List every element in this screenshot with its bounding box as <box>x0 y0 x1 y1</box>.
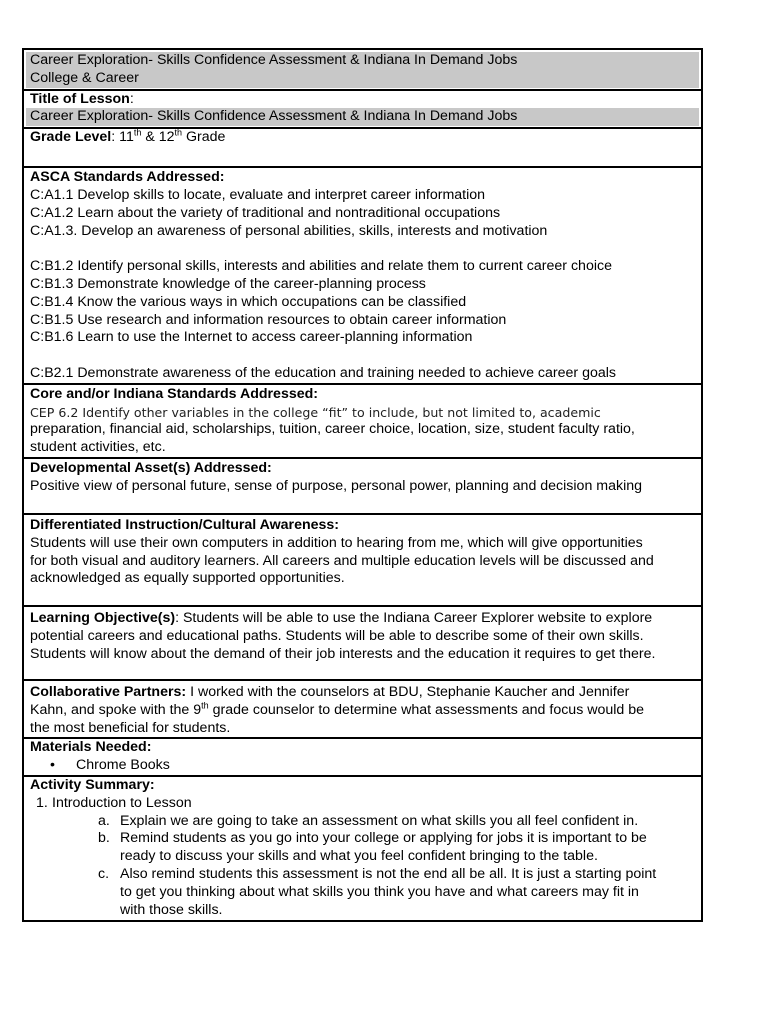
partners-line: the most beneficial for students. <box>30 719 231 736</box>
core-standard-line: student activities, etc. <box>30 439 166 456</box>
activity-substep: c. Also remind students this assessment is not the end all be all. It is just a starting point to get you thinking about what skills you think you have and what careers may fit in with those skills. <box>30 866 695 919</box>
partners-text: I worked with the counselors at BDU, Stephanie Kaucher and Jennifer <box>186 683 630 700</box>
objectives-row <box>24 607 701 681</box>
core-row <box>24 385 701 459</box>
partners-text-b: grade counselor to determine what assessments and focus would be <box>208 701 645 718</box>
differentiated-row <box>24 515 701 607</box>
differentiated-line: acknowledged as equally supported opportunities. <box>30 570 345 587</box>
differentiated-line: for both visual and auditory learners. All careers and multiple education levels will be discussed and <box>30 552 654 569</box>
grade-11: 11 <box>119 129 134 146</box>
header-row <box>24 50 701 91</box>
differentiated-heading: Differentiated Instruction/Cultural Awareness: <box>30 516 340 533</box>
asca-row <box>24 168 701 385</box>
asca-standard: C:A1.2 Learn about the variety of traditional and nontraditional occupations <box>30 204 501 221</box>
title-shade <box>26 108 699 126</box>
grade-12: 12 <box>158 129 175 146</box>
asca-standard: C:A1.1 Develop skills to locate, evaluate and interpret career information <box>30 186 486 203</box>
materials-row <box>24 739 701 777</box>
differentiated-line: Students will use their own computers in addition to hearing from me, which will give opportunities <box>30 534 643 551</box>
partners-line <box>30 684 695 702</box>
activity-substep-text: to get you thinking about what skills you think you have and what careers may fit in <box>120 883 639 900</box>
objectives-line: Students will know about the demand of their job interests and the education it requires to get there. <box>30 645 656 662</box>
asca-standard: C:A1.3. Develop an awareness of personal abilities, skills, interests and motivation <box>30 222 548 239</box>
materials-item <box>30 757 695 775</box>
core-standard-line: CEP 6.2 Identify other variables in the college “fit” to include, but not limited to, academic <box>30 404 601 420</box>
objectives-line: potential careers and educational paths. Students will be able to describe some of their own skills. <box>30 627 644 644</box>
activity-heading: Activity Summary: <box>30 776 155 793</box>
grade-11-ord: th <box>133 127 142 138</box>
materials-heading: Materials Needed: <box>30 739 152 756</box>
lesson-header-title: Career Exploration- Skills Confidence Assessment & Indiana In Demand Jobs <box>30 52 518 68</box>
lesson-title: Career Exploration- Skills Confidence Assessment & Indiana In Demand Jobs <box>30 108 518 125</box>
activity-substep: b. Remind students as you go into your college or applying for jobs it is important to be ready to discuss your skills and what you feel confident bringing to the table. <box>30 830 695 866</box>
assets-text: Positive view of personal future, sense of purpose, personal power, planning and decision making <box>30 477 643 494</box>
partners-text-a: Kahn, and spoke with the 9 <box>30 701 202 718</box>
asca-heading: ASCA Standards Addressed: <box>30 169 225 186</box>
header-shade <box>26 52 699 88</box>
asca-standard: C:B1.5 Use research and information resources to obtain career information <box>30 311 507 328</box>
grade-12-ord: th <box>174 127 183 138</box>
activity-step: 1. Introduction to Lesson <box>36 794 192 811</box>
activity-substep-text: Remind students as you go into your college or applying for jobs it is important to be <box>120 830 647 847</box>
title-row <box>24 91 701 130</box>
grade-suffix: Grade <box>182 129 226 146</box>
objectives-text: : Students will be able to use the Indiana Career Explorer website to explore <box>175 609 653 626</box>
asca-standard: C:B1.3 Demonstrate knowledge of the career-planning process <box>30 275 426 292</box>
assets-heading: Developmental Asset(s) Addressed: <box>30 459 272 476</box>
activity-step-label: Introduction to Lesson <box>52 794 192 811</box>
title-label: Title of Lesson <box>30 90 130 107</box>
grade-label: Grade Level <box>30 129 112 146</box>
objectives-heading: Learning Objective(s) <box>30 609 176 626</box>
grade-level-line: Grade Level: 11th & 12th Grade <box>30 127 226 146</box>
lesson-header-subtitle: College & Career <box>30 69 139 86</box>
asca-standard: C:B1.2 Identify personal skills, interests and abilities and relate them to current career choice <box>30 258 612 275</box>
core-standard-line: preparation, financial aid, scholarships, tuition, career choice, location, size, student faculty ratio, <box>30 421 635 438</box>
partners-sup: th <box>201 700 209 710</box>
materials-item-label: Chrome Books <box>76 757 170 774</box>
lesson-plan-table <box>22 48 703 922</box>
objectives-line <box>30 610 695 628</box>
activity-row <box>24 777 701 920</box>
asca-standard: C:B1.4 Know the various ways in which occupations can be classified <box>30 293 467 310</box>
title-label-line: Title of Lesson: <box>30 90 134 107</box>
activity-substep-text: Explain we are going to take an assessment on what skills you all feel confident in. <box>120 812 639 829</box>
asca-standard: C:B1.6 Learn to use the Internet to access career-planning information <box>30 329 473 346</box>
partners-heading: Collaborative Partners: <box>30 683 187 700</box>
asca-standard: C:B2.1 Demonstrate awareness of the education and training needed to achieve career goals <box>30 364 616 381</box>
partners-line <box>30 702 695 720</box>
activity-substep: a. Explain we are going to take an assessment on what skills you all feel confident in. <box>98 812 639 829</box>
grade-row <box>24 129 701 168</box>
assets-row <box>24 459 701 515</box>
activity-substep-text: with those skills. <box>120 901 223 918</box>
grade-amp: & <box>141 129 159 146</box>
core-heading: Core and/or Indiana Standards Addressed: <box>30 385 319 402</box>
activity-substep-text: Also remind students this assessment is not the end all be all. It is just a starting point <box>120 865 657 882</box>
bullet-icon: • <box>50 757 55 774</box>
partners-row <box>24 681 701 739</box>
activity-substep-text: ready to discuss your skills and what you feel confident bringing to the table. <box>120 848 598 865</box>
